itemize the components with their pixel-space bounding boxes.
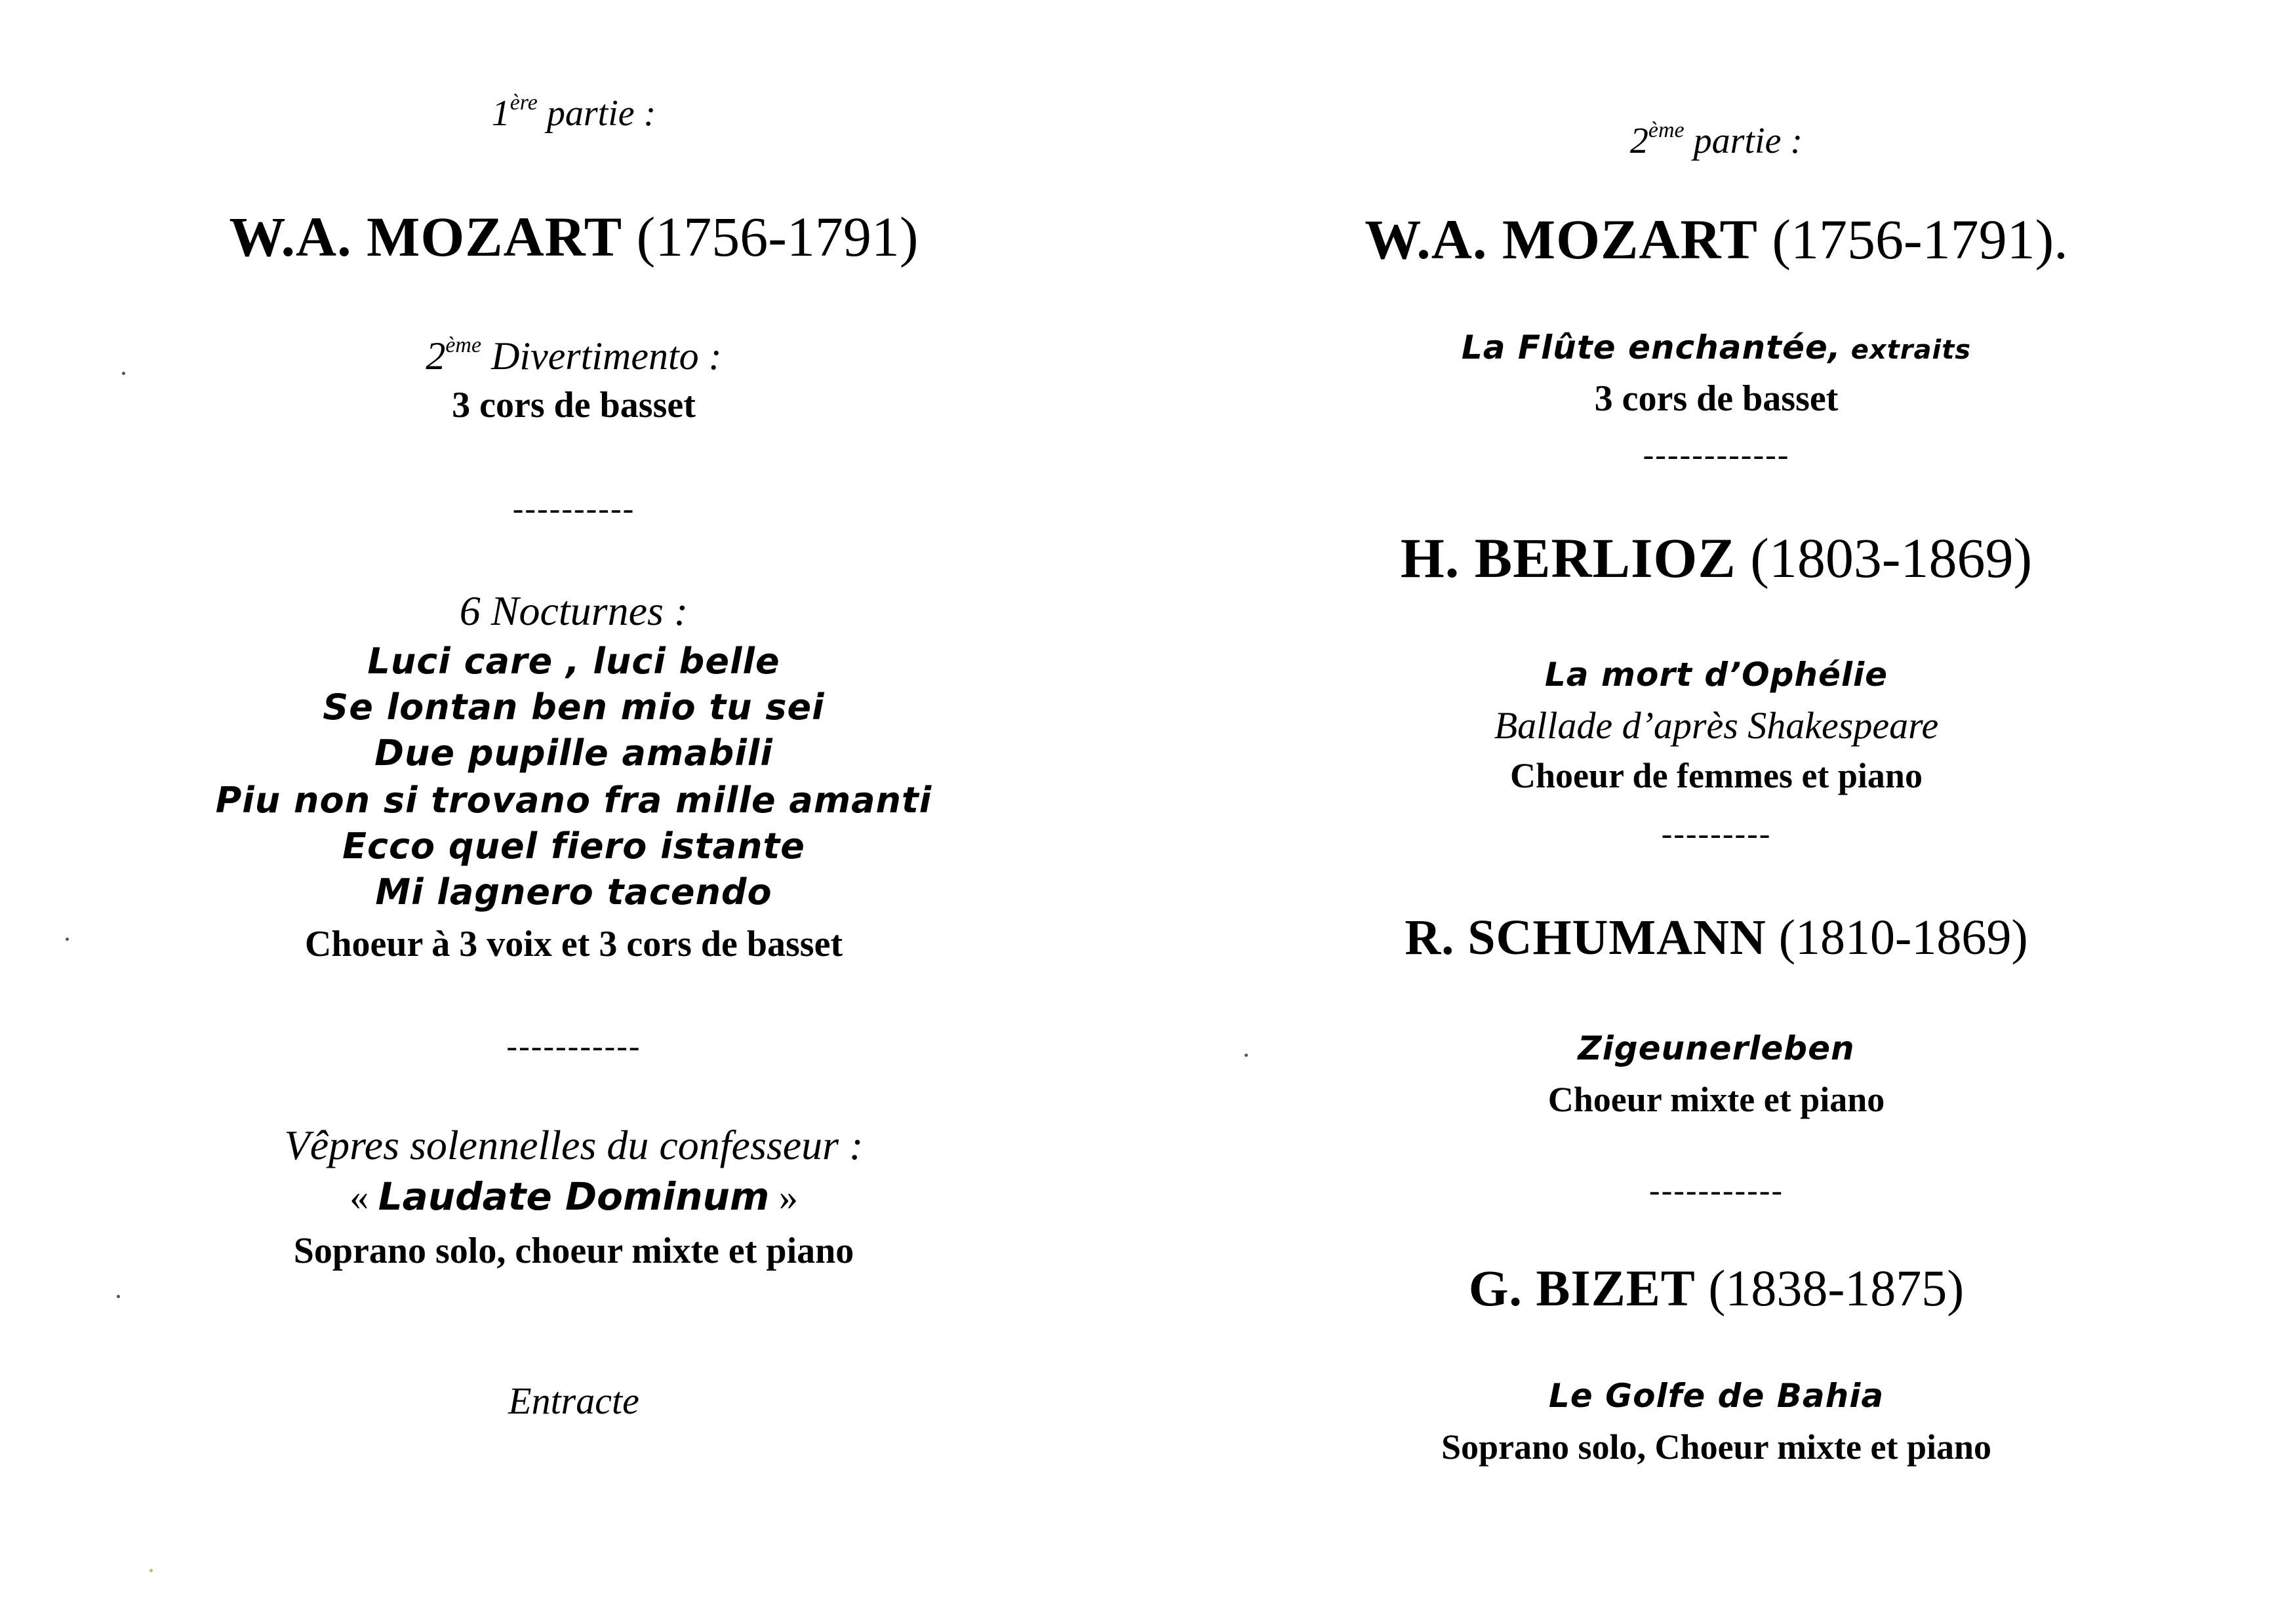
composer-mozart-right [1148, 208, 2285, 271]
composer-dates: (1810-1869) [1766, 910, 2028, 965]
entracte-label: Entracte [508, 1379, 639, 1422]
nocturnes-instrumentation: Choeur à 3 voix et 3 cors de basset [304, 924, 843, 964]
composer-dates: (1756-1791). [1757, 208, 2068, 271]
quote-close: » [769, 1176, 798, 1218]
ophelie-title: La mort d’Ophélie [1544, 656, 1888, 694]
ophelie-instrumentation: Choeur de femmes et piano [1510, 756, 1923, 795]
ophelie-subtitle: Ballade d’après Shakespeare [1494, 704, 1939, 747]
laudate-title: Laudate Dominum [378, 1174, 770, 1219]
part-two-heading [1148, 119, 2285, 159]
scan-speck [150, 1569, 153, 1572]
composer-name: H. BERLIOZ [1400, 526, 1736, 589]
right-column [1148, 0, 2295, 1624]
part-superscript: ème [1648, 118, 1685, 142]
composer-mozart-left [0, 205, 1148, 268]
composer-name: R. SCHUMANN [1405, 910, 1766, 965]
separator: ---------- [512, 490, 635, 526]
nocturne-item: Se lontan ben mio tu sei [323, 686, 825, 728]
flute-extra: extraits [1841, 335, 1972, 365]
divertimento-label: Divertimento : [481, 334, 722, 378]
laudate-title-line [0, 1174, 1148, 1219]
part-label: partie : [537, 93, 656, 134]
vepres-title: Vêpres solennelles du confesseur : [284, 1122, 864, 1168]
composer-dates: (1838-1875) [1695, 1259, 1965, 1317]
zigeunerleben-instrumentation: Choeur mixte et piano [1547, 1080, 1885, 1119]
divertimento-superscript: ème [445, 333, 482, 357]
divertimento-title [0, 334, 1148, 376]
composer-name: W.A. MOZART [229, 205, 623, 268]
flute-instrumentation: 3 cors de basset [1594, 378, 1839, 419]
composer-schumann [1148, 910, 2285, 965]
composer-berlioz [1148, 526, 2285, 589]
flute-title: La Flûte enchantée, [1461, 328, 1841, 366]
part-superscript: ère [509, 90, 538, 115]
scan-speck [117, 1295, 120, 1298]
quote-open: « [349, 1176, 378, 1218]
nocturne-item: Due pupille amabili [374, 732, 773, 774]
scan-speck [66, 938, 69, 941]
divertimento-instrumentation: 3 cors de basset [452, 385, 696, 426]
separator: ----------- [506, 1027, 641, 1064]
composer-dates: (1803-1869) [1736, 526, 2033, 589]
part-number: 2 [1629, 121, 1648, 161]
nocturne-item: Luci care , luci belle [367, 641, 780, 682]
divertimento-number: 2 [426, 334, 446, 378]
laudate-instrumentation: Soprano solo, choeur mixte et piano [293, 1231, 854, 1271]
scan-speck [122, 372, 125, 375]
separator: ------------ [1643, 436, 1790, 473]
composer-name: G. BIZET [1468, 1259, 1696, 1317]
golfe-instrumentation: Soprano solo, Choeur mixte et piano [1441, 1427, 1992, 1467]
separator: ----------- [1648, 1172, 1784, 1208]
zigeunerleben-title: Zigeunerleben [1578, 1029, 1855, 1067]
part-number: 1 [491, 93, 510, 134]
scan-speck [1245, 1054, 1248, 1057]
nocturne-item: Ecco quel fiero istante [342, 825, 805, 867]
separator: --------- [1661, 815, 1772, 852]
nocturnes-title: 6 Nocturnes : [459, 587, 688, 634]
composer-dates: (1756-1791) [622, 205, 919, 268]
nocturne-item: Piu non si trovano fra mille amanti [215, 780, 932, 821]
part-one-heading [0, 92, 1148, 132]
composer-bizet [1148, 1259, 2285, 1317]
nocturne-item: Mi lagnero tacendo [375, 871, 772, 913]
golfe-title: Le Golfe de Bahia [1548, 1377, 1885, 1415]
composer-name: W.A. MOZART [1365, 208, 1758, 271]
flute-title-line [1148, 328, 2285, 366]
part-label: partie : [1684, 121, 1803, 161]
